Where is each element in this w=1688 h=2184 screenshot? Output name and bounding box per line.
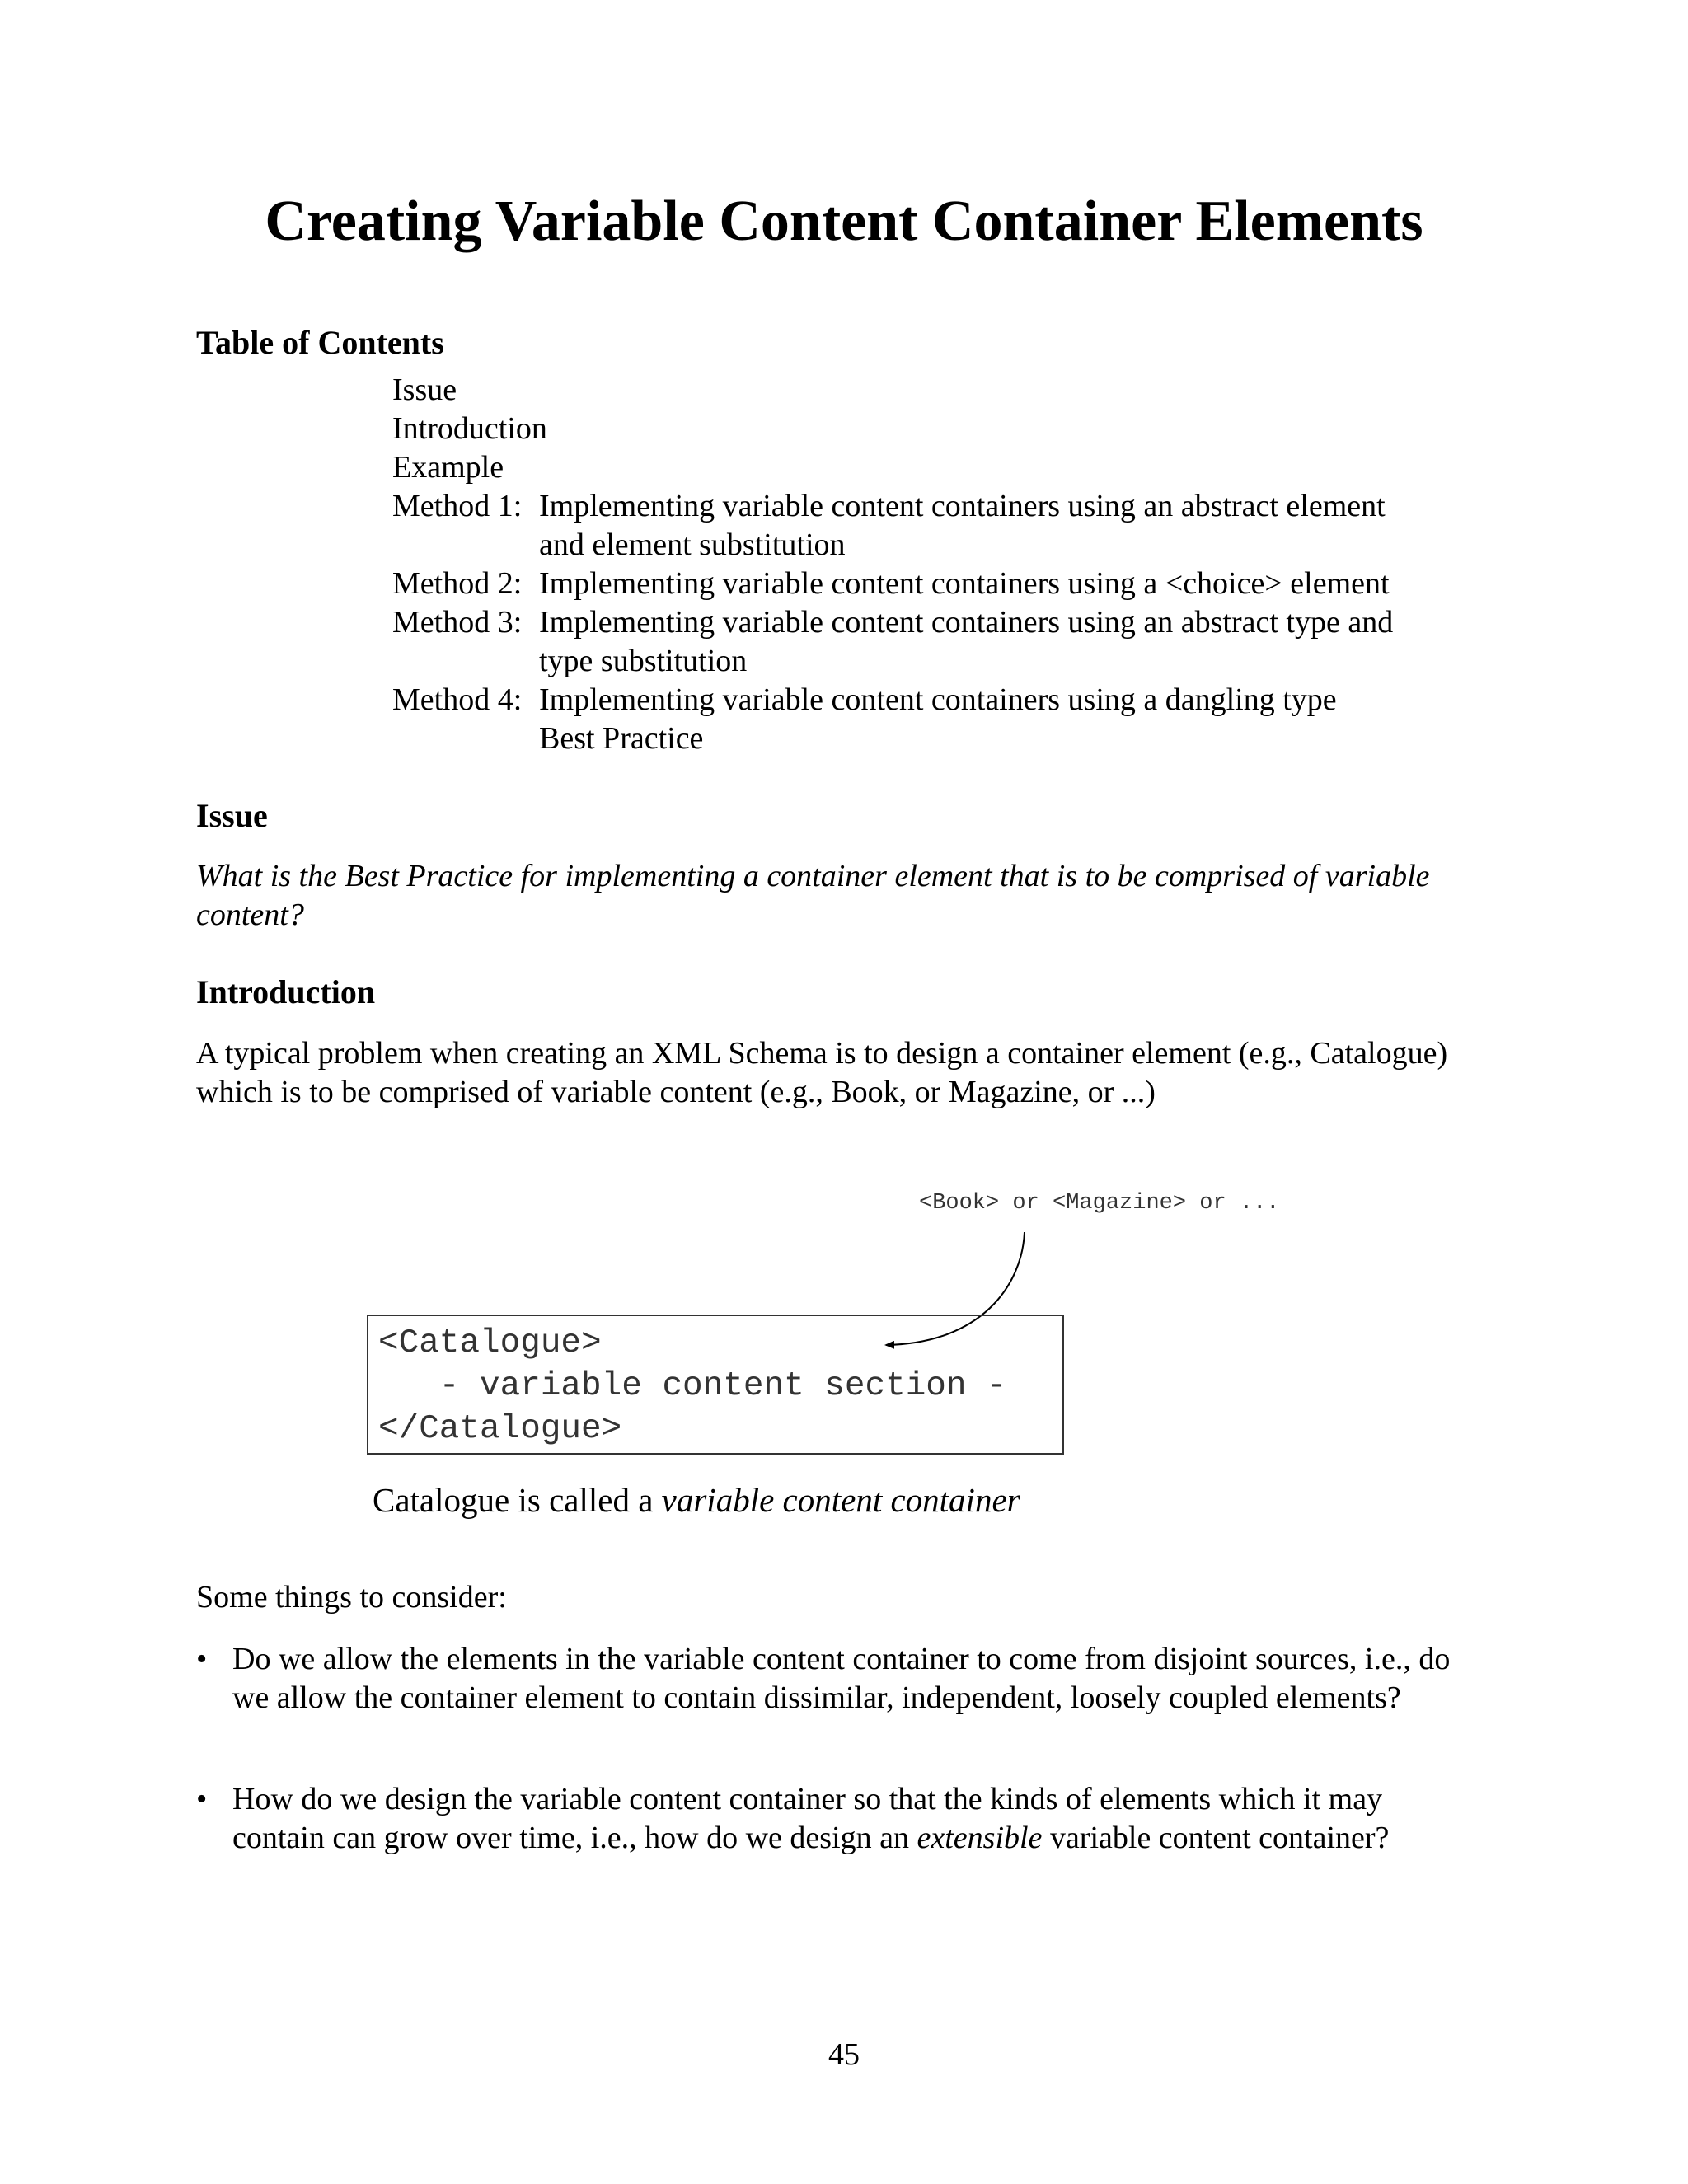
bullet-symbol: • (196, 1782, 208, 1816)
toc-method-label: Method 1: (392, 489, 523, 523)
introduction-text: A typical problem when creating an XML Schema is to design a container element (e.g., Catalogue) which is to be comprised of variable content (e.g., Book, or Magazine, or ...) (196, 1036, 1448, 1109)
toc-heading: Table of Contents (196, 324, 444, 361)
toc-item-example[interactable]: Example (392, 450, 504, 485)
toc-method-text: Implementing variable content containers using an abstract element (539, 489, 1386, 523)
diagram-caption (373, 1479, 1020, 1521)
caption-text: Catalogue is called a (373, 1481, 662, 1519)
toc-item-best-practice[interactable]: Best Practice (539, 721, 704, 756)
page-title: Creating Variable Content Container Elements (265, 190, 1423, 253)
code-line-content: - variable content section - (378, 1367, 1007, 1405)
toc-method-label: Method 4: (392, 682, 523, 717)
page-number: 45 (828, 2037, 860, 2072)
introduction-heading: Introduction (196, 973, 376, 1010)
toc-method-text: Implementing variable content containers using a dangling type (539, 682, 1337, 717)
toc-item-introduction[interactable]: Introduction (392, 411, 547, 446)
bullet-text (232, 1780, 1482, 1858)
bullet-item-2 (196, 1780, 1482, 1858)
toc-method-text: Implementing variable content containers using a <choice> element (539, 566, 1390, 601)
bullet-text-part: variable content container? (1042, 1821, 1390, 1855)
issue-text: What is the Best Practice for implementing a container element that is to be comprised of variable content? (196, 859, 1430, 932)
toc-item-issue[interactable]: Issue (392, 373, 457, 407)
bullet-text: Do we allow the elements in the variable content container to come from disjoint sources, i.e., do we allow the container element to contain dissimilar, independent, loosely coupled elements? (232, 1642, 1451, 1715)
code-box (367, 1315, 1064, 1455)
bullet-emphasis: extensible (917, 1821, 1043, 1855)
considerations-lead: Some things to consider: (196, 1580, 507, 1615)
bullet-item-1 (196, 1640, 1482, 1718)
toc-method-label: Method 3: (392, 605, 523, 640)
toc-method-label: Method 2: (392, 566, 523, 601)
bullet-text-part: How do we design the variable content container so that the kinds of elements which it may contain can grow over time, i.e., how do we design an (232, 1782, 1383, 1855)
issue-heading: Issue (196, 797, 268, 834)
toc-method-text: and element substitution (539, 527, 846, 562)
toc-method-text: type substitution (539, 644, 748, 678)
diagram-annotation: <Book> or <Magazine> or ... (919, 1191, 1280, 1216)
toc-method-text: Implementing variable content containers using an abstract type and (539, 605, 1394, 640)
code-line-open: <Catalogue> (378, 1324, 602, 1362)
caption-emphasis: variable content container (661, 1481, 1020, 1519)
code-line-close: </Catalogue> (378, 1410, 622, 1448)
bullet-symbol: • (196, 1642, 208, 1676)
